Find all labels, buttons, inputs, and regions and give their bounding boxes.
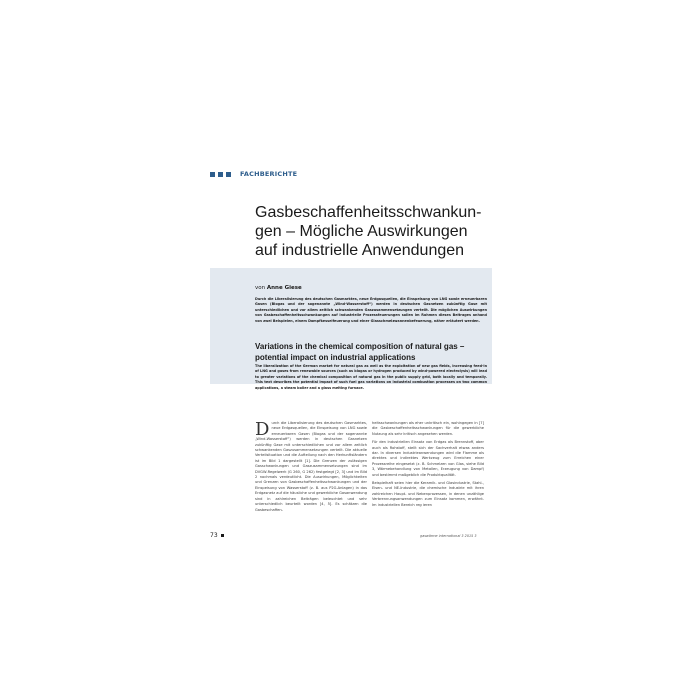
body-paragraph	[255, 421, 367, 513]
byline	[255, 285, 302, 291]
title-line: auf industrielle Anwendungen	[255, 242, 465, 259]
section-square-icon	[226, 172, 231, 177]
english-title	[255, 341, 491, 363]
article-title	[255, 203, 505, 260]
section-square-icon	[218, 172, 223, 177]
english-title-line: potential impact on industrial applications	[255, 353, 416, 362]
journal-reference: gaswärme international 3 2015 3	[420, 534, 477, 538]
page-number	[210, 532, 224, 539]
section-header	[210, 170, 297, 178]
title-line: gen – Mögliche Auswirkungen	[255, 223, 468, 240]
body-column-right	[372, 421, 484, 511]
body-paragraph: Für den industriellen Einsatz von Erdgas als Brennstoff, aber auch als Rohstoff, stellt sich der Sachverhalt etwas anders dar. In diversen Industrieanwendungen wird die Flamme als direktes und indirektes Werkzeug zum Erreichen einer Prozessreihe eingesetzt (z. B. Schmelzen von Glas, siehe Bild 3, Wärmebehandlung von Metallen, Erzeugung von Dampf) und bestimmt maßgeblich die Produktqualität.	[372, 440, 484, 477]
drop-cap: D	[255, 419, 270, 440]
section-label: FACHBERICHTE	[240, 170, 298, 178]
page-marker-icon	[221, 534, 224, 537]
section-square-icon	[210, 172, 215, 177]
body-text: urch die Liberalisierung des deutschen Gasmarktes, neue Erdgasquellen, die Einspeisung von LNG sowie erneuerbaren Gasen (Biogas und der sogenannte „Wind-Wasserstoff“) werden in deutschen Gasnetzen zukünftig Gase mit unterschiedlichen und vor allem zeitlich schwankenden Gaszusammensetzungen verteilt. Die aktuelle Verteilsituation und die Aufteilung nach den Herkunftsländern ist im Bild 1 dargestellt [1]. Die Grenzen der zulässigen Gasschwankungen und Gaszusammensetzungen sind im DVGW-Regelwerk (G 260, G 262) festgelegt [2, 3] und im Bild 2 nochmals verdeutlicht. Die Auswirkungen, Möglichkeiten und Grenzen von Gasbeschaffenheitsschwankungen und der Einspeisung von Wasserstoff (z. B. aus P2G-Anlagen) in das Erdgasnetz auf die häusliche und gewerbliche Gasanwendung sind in zahlreichen Beiträgen beleuchtet und sehr unterschiedlich beurteilt worden [4, 5]. Es schätzen die Gasbeschaffen-	[255, 421, 367, 512]
abstract-german: Durch die Liberalisierung des deutschen Gasmarktes, neue Erdgasquellen, die Einspeisung von LNG sowie erneuerbaren Gasen (Biogas und der sogenannte „Wind-Wasserstoff“) werden in deutschen Gasnetzen zukünftig Gase mit unterschiedlichen und vor allem zeitlich schwankenden Gaszusammensetzungen verteilt. Die möglichen Auswirkungen von Gasbeschaffenheitsschwankungen auf industrielle Prozessfeuerungen sollen im Rahmen dieses Beitrages anhand von zwei Beispielen, einem Dampfkesselfeuerung und einer Glasschmelzwannenbefeuerung, näher erläutert werden.	[255, 297, 487, 323]
page-number-text: 73	[210, 532, 218, 539]
body-column-left	[255, 421, 367, 516]
body-paragraph: heitsschwankungen als eher unkritisch ein, wohingegen in [7] die Gasbeschaffenheitsschwankungen für die gewerbliche Nutzung als sehr kritisch angesehen werden.	[372, 421, 484, 436]
body-paragraph: Beispielhaft seien hier die Keramik- und Glasindustrie, Stahl-, Eisen- und NE-Industrie, die chemische Industrie mit ihren zahlreichen Haupt- und Nebenprozessen, in denen unzählige Verbrennungsanwendungen zum Einsatz kommen, erwähnt. Im industriellen Bereich reg ieren	[372, 481, 484, 507]
author-name: Anne Giese	[266, 285, 302, 291]
byline-prefix: von	[255, 285, 266, 291]
title-line: Gasbeschaffenheitsschwankun-	[255, 204, 482, 221]
english-title-line: Variations in the chemical composition of natural gas –	[255, 342, 465, 351]
abstract-english: The liberalization of the German market for natural gas as well as the exploitation of new gas fields, increasing feed-in of LNG and gases from renewable sources (such as biogas or hydrogen produced by wind-powered electrolysis) will lead to greater variations of the chemical composition of natural gas in the public supply grid, both locally and temporally. This text describes the potential impact of such fuel gas variations on industrial combustion processes on two common applications, a steam boiler and a glass melting furnace.	[255, 364, 487, 390]
